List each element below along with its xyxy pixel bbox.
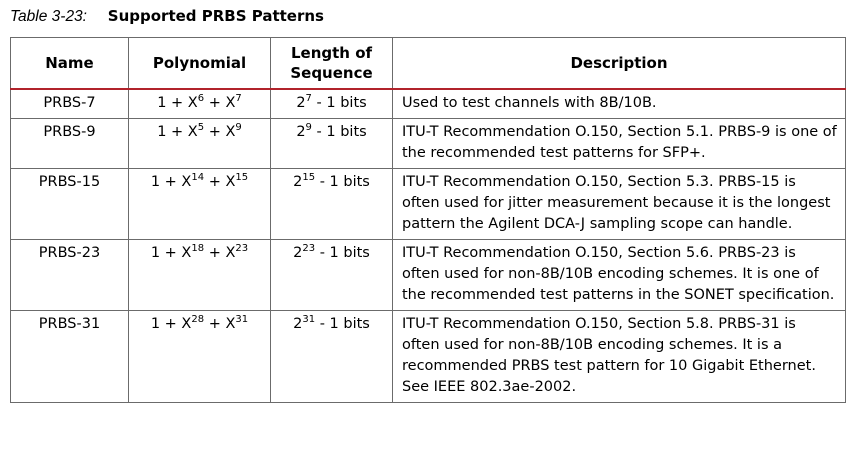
table-row [11, 119, 846, 169]
table-row [11, 240, 846, 311]
cell-polynomial [129, 240, 271, 311]
length-suffix: - 1 bits [311, 95, 367, 111]
length-base: 2 [296, 95, 306, 111]
length-base: 2 [293, 245, 303, 261]
length-base: 2 [296, 124, 306, 140]
poly-term: + X [204, 245, 236, 261]
cell-length [271, 169, 393, 240]
poly-exponent: 18 [191, 243, 205, 254]
length-suffix: - 1 bits [315, 245, 370, 261]
poly-exponent: 23 [235, 243, 249, 254]
poly-exponent: 7 [235, 93, 242, 104]
cell-name: PRBS-7 [11, 89, 129, 119]
cell-description: ITU-T Recommendation O.150, Section 5.3. PRBS-15 is often used for jitter measurement because it is the longest pattern the Agilent DCA-J sampling scope can handle. [393, 169, 846, 240]
cell-polynomial [129, 89, 271, 119]
cell-polynomial [129, 169, 271, 240]
prbs-patterns-table [10, 37, 846, 403]
poly-term: 1 + X [150, 174, 192, 190]
poly-exponent: 15 [235, 172, 249, 183]
poly-exponent: 31 [235, 314, 249, 325]
length-suffix: - 1 bits [311, 124, 367, 140]
length-base: 2 [293, 174, 303, 190]
length-exponent: 31 [302, 314, 316, 325]
header-description: Description [393, 38, 846, 90]
poly-term: + X [204, 174, 236, 190]
table-number: Table 3-23: [10, 8, 87, 25]
table-row [11, 311, 846, 403]
length-exponent: 7 [305, 93, 312, 104]
poly-term: + X [204, 95, 236, 111]
poly-term: + X [204, 124, 236, 140]
cell-length [271, 89, 393, 119]
poly-exponent: 28 [191, 314, 205, 325]
length-suffix: - 1 bits [315, 316, 370, 332]
table-caption [10, 6, 324, 27]
header-name: Name [11, 38, 129, 90]
table-row [11, 89, 846, 119]
cell-description: ITU-T Recommendation O.150, Section 5.8. PRBS-31 is often used for non-8B/10B encoding schemes. It is a recommended PRBS test pattern for 10 Gigabit Ethernet. See IEEE 802.3ae-2002. [393, 311, 846, 403]
poly-exponent: 9 [235, 122, 242, 133]
length-exponent: 23 [302, 243, 316, 254]
cell-name: PRBS-31 [11, 311, 129, 403]
cell-polynomial [129, 119, 271, 169]
cell-description: ITU-T Recommendation O.150, Section 5.6. PRBS-23 is often used for non-8B/10B encoding schemes. It is one of the recommended test patterns in the SONET specification. [393, 240, 846, 311]
length-suffix: - 1 bits [315, 174, 370, 190]
cell-length [271, 119, 393, 169]
poly-exponent: 5 [197, 122, 205, 133]
length-exponent: 15 [302, 172, 316, 183]
poly-term: 1 + X [157, 124, 198, 140]
cell-name: PRBS-9 [11, 119, 129, 169]
poly-term: 1 + X [150, 316, 192, 332]
length-exponent: 9 [305, 122, 312, 133]
cell-length [271, 240, 393, 311]
table-header-row [11, 38, 846, 90]
cell-polynomial [129, 311, 271, 403]
cell-name: PRBS-15 [11, 169, 129, 240]
table-row [11, 169, 846, 240]
cell-length [271, 311, 393, 403]
poly-term: 1 + X [157, 95, 198, 111]
poly-term: + X [204, 316, 236, 332]
poly-term: 1 + X [150, 245, 192, 261]
header-length-line1: Length of [290, 44, 373, 62]
header-polynomial: Polynomial [129, 38, 271, 90]
poly-exponent: 14 [191, 172, 205, 183]
header-length-line2: Sequence [290, 64, 373, 82]
header-length [271, 38, 393, 90]
cell-name: PRBS-23 [11, 240, 129, 311]
table-title: Supported PRBS Patterns [107, 7, 324, 25]
cell-description: Used to test channels with 8B/10B. [393, 89, 846, 119]
cell-description: ITU-T Recommendation O.150, Section 5.1. PRBS-9 is one of the recommended test patterns for SFP+. [393, 119, 846, 169]
length-base: 2 [293, 316, 303, 332]
poly-exponent: 6 [197, 93, 205, 104]
